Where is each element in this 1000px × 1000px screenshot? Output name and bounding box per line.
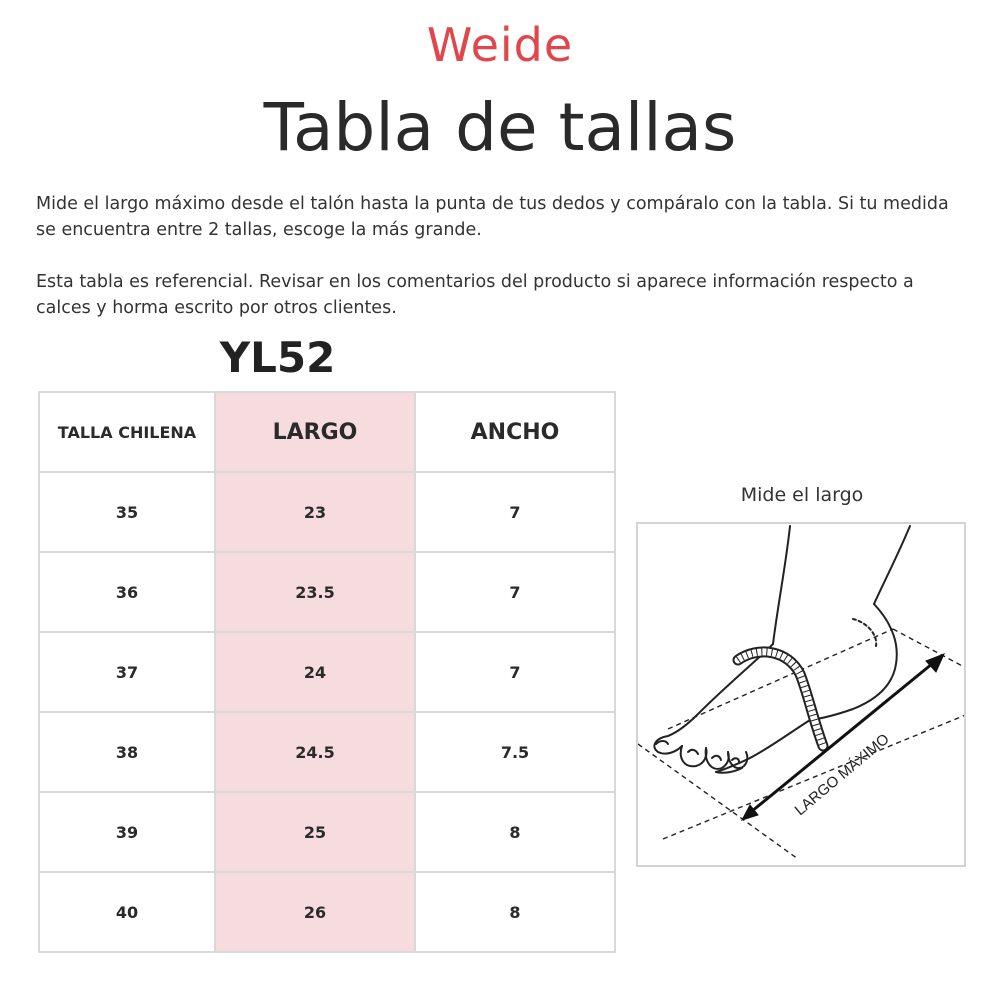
page-title: Tabla de tallas (263, 89, 737, 166)
cell-ancho: 8 (415, 872, 615, 952)
table-row (39, 792, 615, 872)
diagram-caption: Mide el largo (740, 484, 864, 506)
arrow-label: LARGO MÁXIMO (791, 730, 893, 820)
cell-ancho: 7.5 (415, 712, 615, 792)
cell-talla: 39 (39, 792, 215, 872)
cell-ancho: 8 (415, 792, 615, 872)
brand-logo: Weide (426, 18, 574, 72)
cell-talla: 40 (39, 872, 215, 952)
table-header-row (39, 392, 615, 472)
cell-largo: 24 (215, 632, 415, 712)
cell-largo: 26 (215, 872, 415, 952)
cell-talla: 35 (39, 472, 215, 552)
instructions-paragraph: Mide el largo máximo desde el talón hasta la punta de tus dedos y compáralo con la tabla. Si tu medida se encuentra entre 2 tallas, escoge la más grande. (36, 194, 949, 240)
model-code: YL52 (219, 333, 336, 382)
cell-largo: 24.5 (215, 712, 415, 792)
cell-talla: 36 (39, 552, 215, 632)
table-row (39, 712, 615, 792)
cell-ancho: 7 (415, 552, 615, 632)
cell-largo: 25 (215, 792, 415, 872)
cell-largo: 23 (215, 472, 415, 552)
cell-talla: 37 (39, 632, 215, 712)
header-largo: LARGO (215, 392, 415, 472)
size-chart-table (38, 391, 616, 953)
disclaimer-paragraph: Esta tabla es referencial. Revisar en los comentarios del producto si aparece información respecto a calces y horma escrito por otros clientes. (36, 272, 914, 318)
table-row (39, 872, 615, 952)
header-talla-chilena: TALLA CHILENA (39, 392, 215, 472)
foot-outline-icon (654, 526, 910, 773)
cell-largo: 23.5 (215, 552, 415, 632)
cell-ancho: 7 (415, 472, 615, 552)
cell-ancho: 7 (415, 632, 615, 712)
foot-measure-diagram (636, 522, 966, 867)
table-row (39, 632, 615, 712)
header-ancho: ANCHO (415, 392, 615, 472)
guide-lines (638, 629, 964, 859)
table-row (39, 552, 615, 632)
table-row (39, 472, 615, 552)
cell-talla: 38 (39, 712, 215, 792)
